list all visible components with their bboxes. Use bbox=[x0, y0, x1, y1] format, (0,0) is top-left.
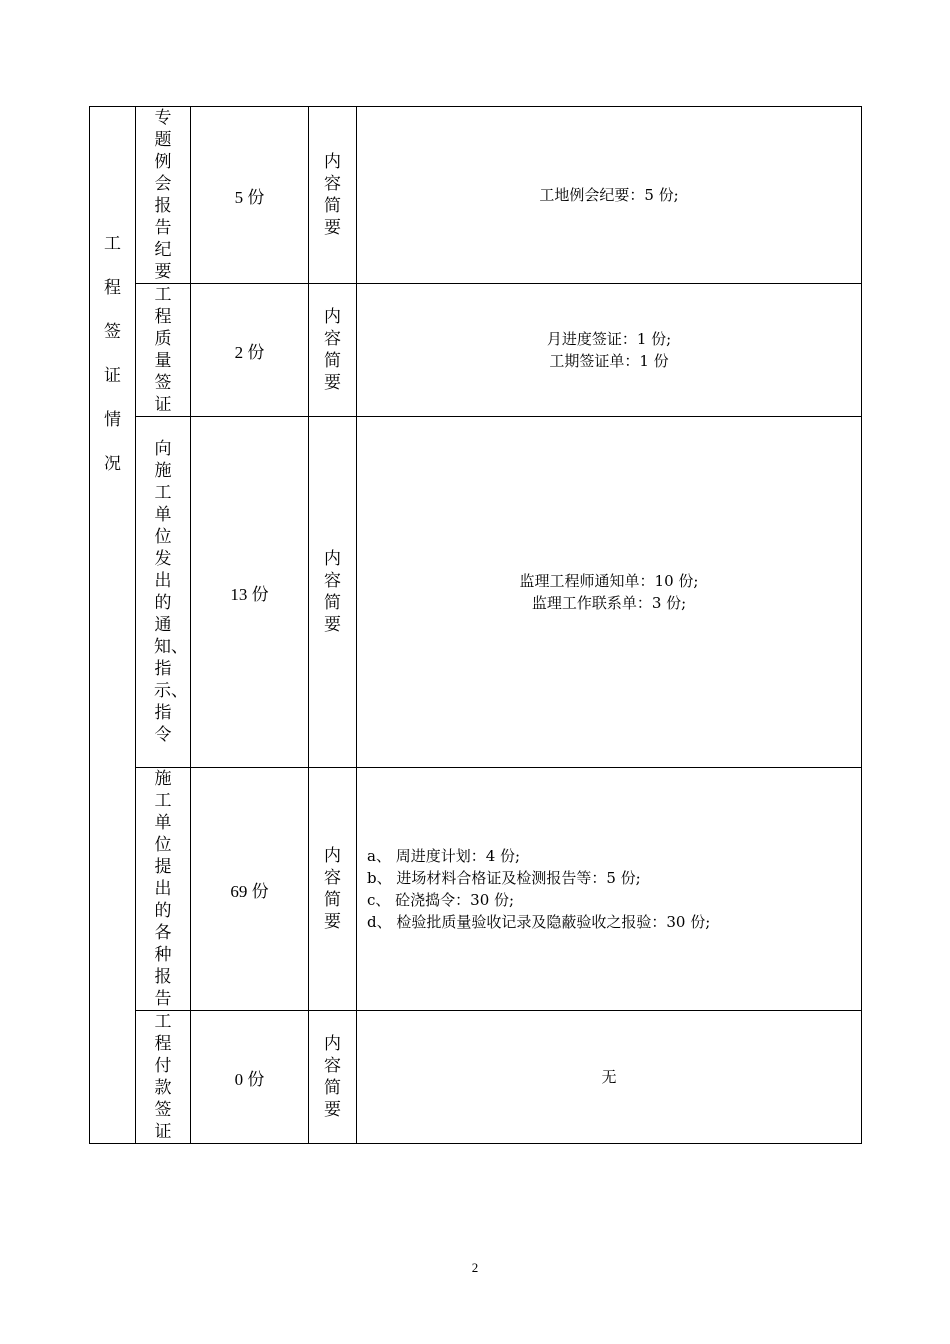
count-cell bbox=[191, 1011, 309, 1144]
content-line: b、 进场材料合格证及检测报告等：5 份; bbox=[367, 869, 641, 887]
category-label: 工程付款签证 bbox=[154, 1012, 172, 1142]
category-cell bbox=[136, 107, 191, 284]
content-line: c、 砼浇捣令：30 份; bbox=[367, 891, 515, 909]
table-row bbox=[90, 768, 862, 1011]
count-cell bbox=[191, 284, 309, 417]
content-line: 监理工作联系单：3 份; bbox=[531, 594, 687, 612]
content-line: 无 bbox=[601, 1068, 617, 1086]
summary-label-cell bbox=[309, 417, 357, 768]
count-value: 69 份 bbox=[230, 881, 269, 901]
content-line: d、 检验批质量验收记录及隐蔽验收之报验：30 份; bbox=[367, 913, 711, 931]
content-cell bbox=[357, 417, 862, 768]
summary-label: 内容简要 bbox=[324, 152, 341, 238]
category-cell bbox=[136, 284, 191, 417]
summary-label-cell bbox=[309, 1011, 357, 1144]
count-cell bbox=[191, 107, 309, 284]
category-cell bbox=[136, 1011, 191, 1144]
page-number: 2 bbox=[471, 1260, 479, 1275]
content-cell bbox=[357, 1011, 862, 1144]
category-cell bbox=[136, 417, 191, 768]
content-cell bbox=[357, 284, 862, 417]
category-label: 施工单位提出的各种报告 bbox=[154, 769, 172, 1009]
count-value: 2 份 bbox=[234, 342, 265, 362]
summary-label-cell bbox=[309, 284, 357, 417]
summary-label: 内容简要 bbox=[324, 1034, 341, 1120]
content-line: 月进度签证：1 份; bbox=[546, 330, 672, 348]
count-value: 5 份 bbox=[234, 187, 265, 207]
visa-summary-table bbox=[89, 106, 862, 1144]
count-cell bbox=[191, 417, 309, 768]
table-row bbox=[90, 1011, 862, 1144]
content-line: 工地例会纪要：5 份; bbox=[539, 186, 679, 204]
category-label: 工程质量签证 bbox=[154, 285, 172, 415]
content-line: 监理工程师通知单：10 份; bbox=[519, 572, 699, 590]
table-row bbox=[90, 284, 862, 417]
content-line: a、 周进度计划：4 份; bbox=[367, 847, 521, 865]
content-line: 工期签证单：1 份 bbox=[549, 352, 669, 370]
table-row bbox=[90, 107, 862, 284]
summary-label-cell bbox=[309, 107, 357, 284]
summary-label: 内容简要 bbox=[324, 846, 341, 932]
summary-label: 内容简要 bbox=[324, 307, 341, 393]
count-value: 13 份 bbox=[230, 584, 269, 604]
category-label: 专题例会报告纪要 bbox=[154, 108, 172, 282]
category-cell bbox=[136, 768, 191, 1011]
content-cell bbox=[357, 768, 862, 1011]
section-title: 工程签证情况 bbox=[104, 234, 121, 474]
summary-label-cell bbox=[309, 768, 357, 1011]
content-cell bbox=[357, 107, 862, 284]
category-label: 向施工单位发出的通知、指示、指令 bbox=[154, 439, 188, 745]
summary-label: 内容简要 bbox=[324, 549, 341, 635]
table-row bbox=[90, 417, 862, 768]
count-value: 0 份 bbox=[234, 1069, 265, 1089]
count-cell bbox=[191, 768, 309, 1011]
section-title-cell bbox=[90, 107, 136, 1144]
